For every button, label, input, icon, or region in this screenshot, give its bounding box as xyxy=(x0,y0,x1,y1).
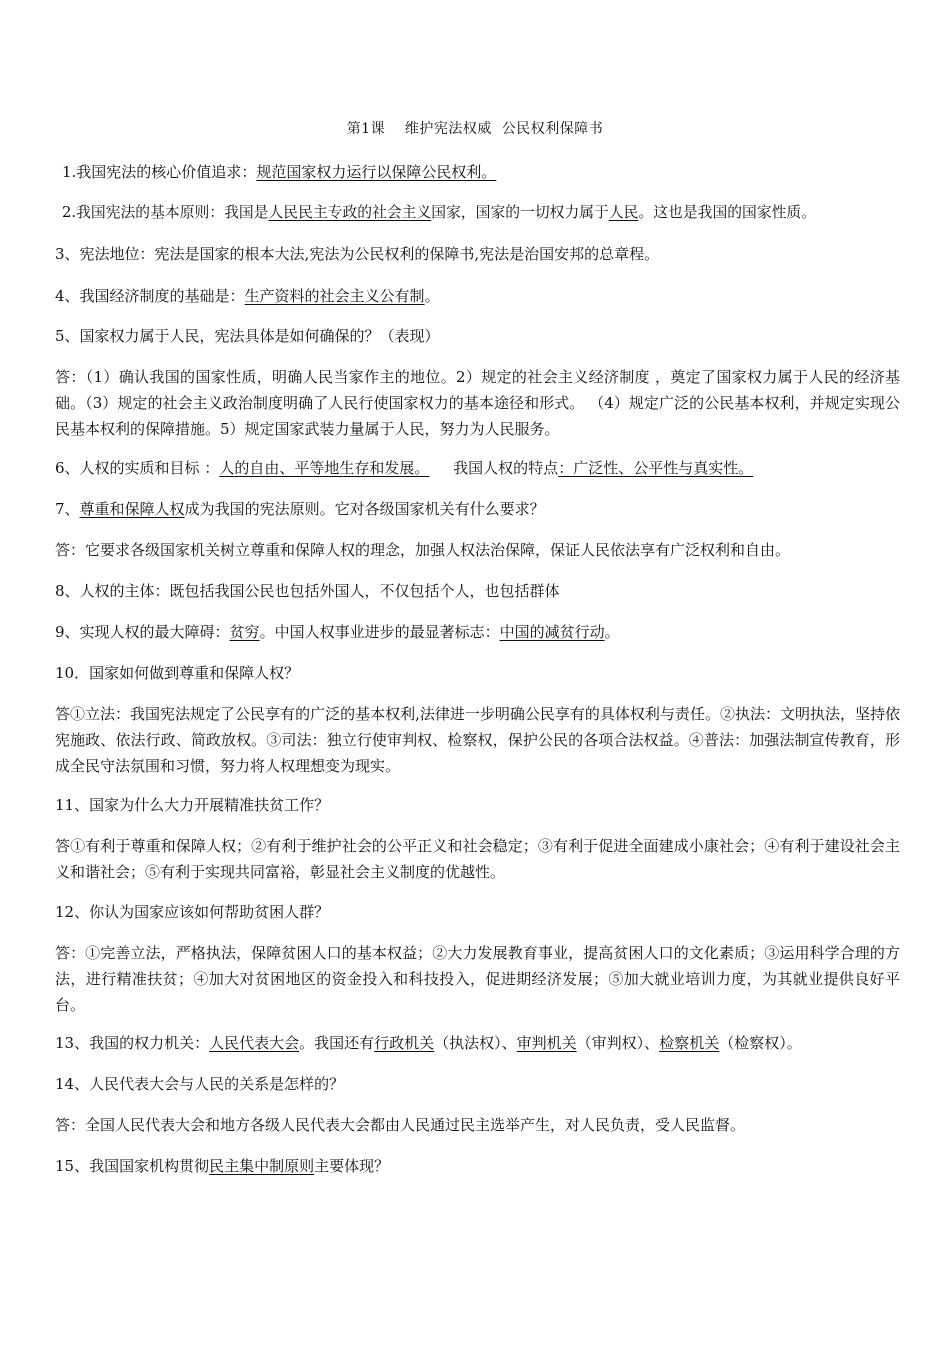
item-13-text-c: （执法权）、 xyxy=(434,1034,517,1052)
item-9-text-b: 。中国人权事业进步的最显著标志： xyxy=(259,623,500,641)
item-13-text-a: 13、我国的权力机关： xyxy=(55,1034,210,1052)
item-2-underlined-1: 人民民主专政的社会主义 xyxy=(268,204,432,221)
item-12-answer: 答：①完善立法，严格执法，保障贫困人口的基本权益；②大力发展教育事业，提高贫困人口的文化素质；③运用科学合理的方法，进行精准扶贫；④加大对贫困地区的资金投入和科技投入，促进期经济发展；⑤加大就业培训力度，为其就业提供良好平台。 xyxy=(55,944,900,1014)
item-5-answer: 答：（1）确认我国的国家性质，明确人民当家作主的地位。2）规定的社会主义经济制度 ，奠定了国家权力属于人民的经济基础。（3）规定的社会主义政治制度明确了人民行使国家权力的基本途径和形式。 （4）规定广泛的公民基本权利，并规定实现公民基本权利的保障措施。5）规定国家武装力量属于人民，努力为人民服务。 xyxy=(55,368,900,438)
item-4 xyxy=(55,286,440,306)
item-4-text: 4、我国经济制度的基础是： xyxy=(55,287,245,305)
item-7-answer: 答：它要求各级国家机关树立尊重和保障人权的理念，加强人权法治保障，保证人民依法享有广泛权利和自由。 xyxy=(55,541,791,559)
item-6-text-b: 我国人权的特点 xyxy=(429,459,559,477)
item-13-underlined-1: 人民代表大会 xyxy=(209,1034,300,1052)
item-9-text-c: 。 xyxy=(604,623,620,641)
item-10-question: 10．国家如何做到尊重和保障人权？ xyxy=(55,664,300,682)
item-9-text-a: 9、实现人权的最大障碍： xyxy=(55,623,230,641)
item-1 xyxy=(62,162,496,182)
item-14-question: 14、人民代表大会与人民的关系是怎样的？ xyxy=(55,1075,345,1093)
item-8: 8、人权的主体：既包括我国公民也包括外国人，不仅包括个人，也包括群体 xyxy=(55,582,560,600)
item-13-text-b: 。我国还有 xyxy=(299,1034,375,1052)
item-2-text-a: 2.我国宪法的基本原则：我国是 xyxy=(62,204,269,221)
item-9-underlined-1: 贫穷 xyxy=(229,623,260,641)
item-7-number: 7、 xyxy=(55,500,80,518)
item-10-answer: 答①立法：我国宪法规定了公民享有的广泛的基本权利,法律进一步明确公民享有的具体权利与责任。②执法：文明执法，坚持依宪施政、依法行政、简政放权。③司法：独立行使审判权、检察权，保护公民的各项合法权益。④普法：加强法制宣传教育，形成全民守法氛围和习惯，努力将人权理想变为现实。 xyxy=(55,705,900,775)
item-7-rest: 成为我国的宪法原则。它对各级国家机关有什么要求？ xyxy=(184,500,545,518)
item-11-question: 11、国家为什么大力开展精准扶贫工作？ xyxy=(55,796,330,814)
item-15-question xyxy=(55,1156,389,1176)
item-7-question xyxy=(55,499,545,519)
item-7-underlined: 尊重和保障人权 xyxy=(79,500,185,518)
item-12-question: 12、你认为国家应该如何帮助贫困人群？ xyxy=(55,903,330,921)
item-1-text: 1.我国宪法的核心价值追求： xyxy=(62,163,257,181)
item-13-text-e: （检察权）。 xyxy=(719,1034,802,1052)
item-9 xyxy=(55,622,620,642)
item-15-text-b: 主要体现？ xyxy=(314,1157,390,1175)
item-6-underlined-2: ：广泛性、公平性与真实性。 xyxy=(558,459,754,477)
item-14-answer: 答：全国人民代表大会和地方各级人民代表大会都由人民通过民主选举产生，对人民负责，受人民监督。 xyxy=(55,1116,746,1134)
item-13-underlined-3: 审判机关 xyxy=(516,1034,577,1052)
item-6-underlined-1: 人的自由、平等地生存和发展。 xyxy=(219,459,430,477)
item-9-underlined-2: 中国的减贫行动 xyxy=(499,623,605,641)
item-13 xyxy=(55,1033,802,1053)
item-15-text-a: 15、我国国家机构贯彻 xyxy=(55,1157,210,1175)
item-1-underlined: 规范国家权力运行以保障公民权利。 xyxy=(256,163,497,181)
item-6-text-a: 6、人权的实质和目标 ： xyxy=(55,459,220,477)
item-15-underlined: 民主集中制原则 xyxy=(209,1157,315,1175)
lesson-title: 第1课 维护宪法权威 公民权利保障书 xyxy=(346,121,604,137)
item-4-underlined: 生产资料的社会主义公有制 xyxy=(244,287,425,305)
item-5-question: 5、国家权力属于人民，宪法具体是如何确保的？（表现） xyxy=(55,327,440,345)
item-13-underlined-4: 检察机关 xyxy=(659,1034,720,1052)
item-2-text-b: 国家，国家的一切权力属于 xyxy=(431,204,609,221)
item-4-end: 。 xyxy=(424,287,440,305)
item-13-underlined-2: 行政机关 xyxy=(374,1034,435,1052)
item-11-answer: 答①有利于尊重和保障人权；②有利于维护社会的公平正义和社会稳定；③有利于促进全面建成小康社会；④有利于建设社会主义和谐社会；⑤有利于实现共同富裕，彰显社会主义制度的优越性。 xyxy=(55,837,900,881)
item-6 xyxy=(55,458,753,478)
item-13-text-d: （审判权）、 xyxy=(576,1034,660,1052)
item-2-underlined-2: 人民 xyxy=(608,204,639,221)
item-3: 3、宪法地位：宪法是国家的根本大法,宪法为公民权利的保障书,宪法是治国安邦的总章程。 xyxy=(55,245,660,263)
item-2-text-c: 。这也是我国的国家性质。 xyxy=(638,204,817,221)
item-2 xyxy=(62,203,816,223)
